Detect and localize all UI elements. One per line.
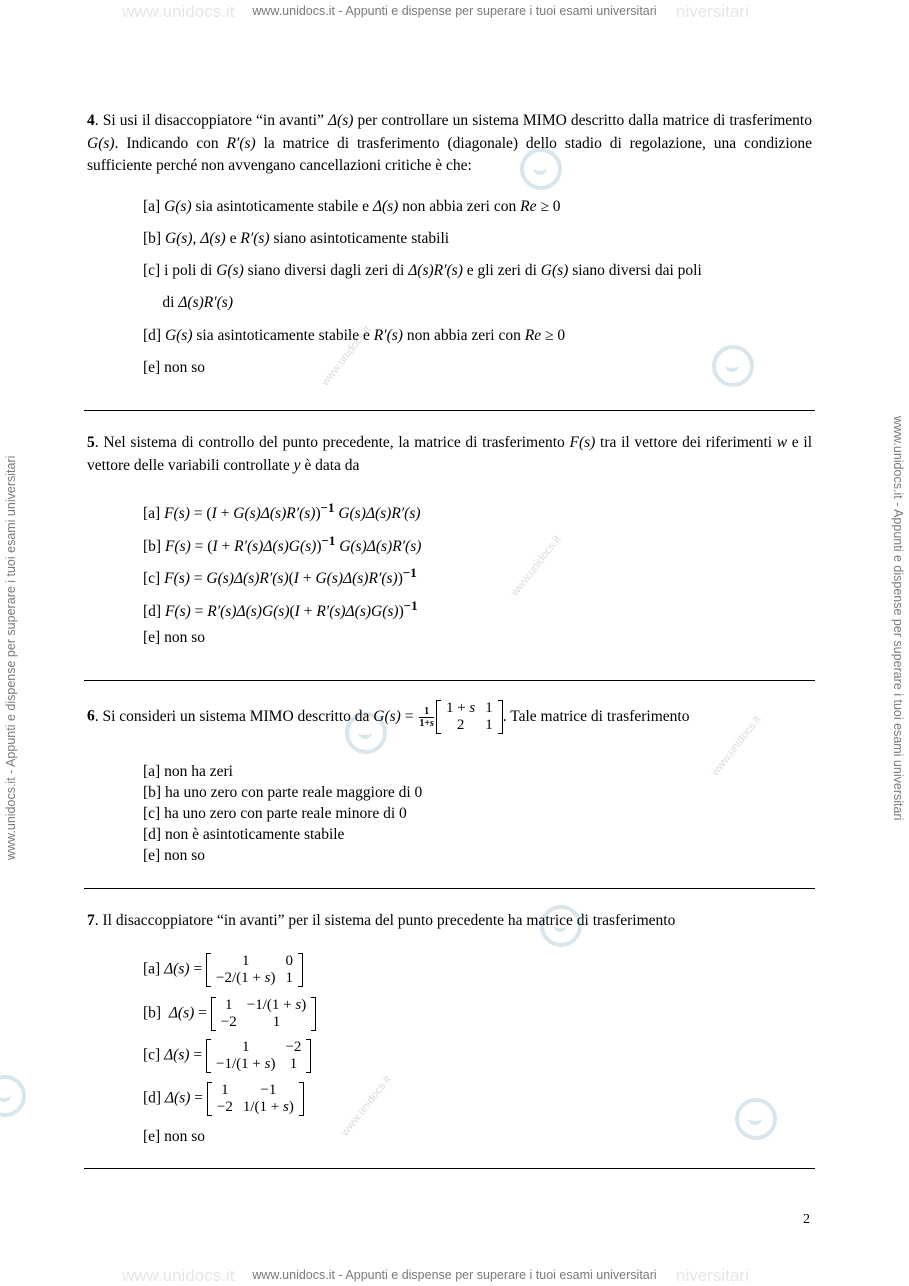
- question-5-option-e: [e] non so: [143, 629, 205, 646]
- watermark-diagonal: www.unidocs.it: [509, 533, 564, 599]
- question-7-option-a: [a] Δ(s) = 1 0 −2/(1 + s) 1: [143, 953, 303, 987]
- watermark-right: www.unidocs.it - Appunti e dispense per superare i tuoi esami universitari: [891, 416, 905, 821]
- question-5-text: [87, 432, 812, 477]
- question-6-option-d: [d] non è asintoticamente stabile: [143, 826, 345, 843]
- watermark-left: www.unidocs.it - Appunti e dispense per superare i tuoi esami universitari: [4, 455, 18, 860]
- question-5-option-a: [a] $F(s) = (I + G(s)\Delta(s)R'(s))^{-1}$ G(s)Δ(s)R′(s): [143, 500, 421, 523]
- unidocs-logo-watermark: [735, 1098, 777, 1140]
- question-6-option-c: [c] ha uno zero con parte reale minore di 0: [143, 805, 407, 822]
- watermark-diagonal: www.unidocs.it: [319, 323, 374, 389]
- question-7-text: [87, 910, 812, 933]
- question-5-body: . Nel sistema di controllo del punto precedente, la matrice di trasferimento F(s) tra il vettore dei riferimenti w e il vettore delle variabili controllate y è data da: [87, 434, 813, 474]
- watermark-diagonal: www.unidocs.it: [709, 713, 764, 779]
- separator-rule: [84, 1168, 815, 1169]
- question-7-body: . Il disaccoppiatore “in avanti” per il sistema del punto precedente ha matrice di trasferimento: [94, 912, 676, 929]
- separator-rule: [84, 680, 815, 681]
- question-4-option-d: [d] G(s) sia asintoticamente stabile e R′(s) non abbia zeri con Re ≥ 0: [143, 327, 566, 344]
- question-7-option-c: [c] Δ(s) = 1 −2 −1/(1 + s) 1: [143, 1039, 311, 1073]
- separator-rule: [84, 888, 815, 889]
- question-7-option-b: [b] Δ(s) = 1 −1/(1 + s) −2 1: [143, 997, 316, 1031]
- watermark-ghost-top-right: niversitari: [676, 2, 749, 21]
- question-7-option-d: [d] Δ(s) = 1 −1 −2 1/(1 + s): [143, 1082, 304, 1116]
- question-6-option-e: [e] non so: [143, 847, 205, 864]
- watermark-diagonal: www.unidocs.it: [339, 1073, 394, 1139]
- question-4-option-e: [e] non so: [143, 359, 205, 376]
- page-number: 2: [803, 1212, 810, 1227]
- question-4-body: . Si usi il disaccoppiatore “in avanti” Δ(s) per controllare un sistema MIMO descritto dalla matrice di trasferimento G(s). Indicando con R′(s) la matrice di trasferimento (diagonale) dello stadio di regolazione, una condizione sufficiente perché non avvengano cancellazioni critiche è che:: [87, 112, 813, 174]
- question-7-number: 7: [87, 912, 95, 929]
- question-7-option-e: [e] non so: [143, 1128, 205, 1145]
- question-4-option-c-cont: di Δ(s)R′(s): [143, 294, 233, 311]
- question-6-text: [87, 700, 812, 734]
- question-4-text: [87, 110, 812, 178]
- question-4-option-c: [c] i poli di G(s) siano diversi dagli zeri di Δ(s)R′(s) e gli zeri di G(s) siano diversi dai poli: [143, 262, 702, 279]
- unidocs-logo-watermark: [712, 345, 754, 387]
- question-5-option-c: [c] $F(s) = G(s)\Delta(s)R'(s)(I + G(s)\Delta(s)R'(s))^{-1}$: [143, 565, 417, 588]
- question-5-number: 5: [87, 434, 95, 451]
- question-6-body: . Si consideri un sistema MIMO descritto da G(s) = $\frac{1}{1+s}$ 1 + s 1 2 1 . Tale matrice di trasferimento: [94, 700, 690, 733]
- watermark-ghost-bottom-right: niversitari: [676, 1266, 749, 1285]
- question-5-option-d: [d] $F(s) = R'(s)\Delta(s)G(s)(I + R'(s)\Delta(s)G(s))^{-1}$: [143, 598, 418, 621]
- unidocs-logo-watermark: [0, 1075, 26, 1117]
- watermark-top: www.unidocs.it - Appunti e dispense per superare i tuoi esami universitari: [252, 4, 657, 18]
- question-4-option-b: [b] G(s), Δ(s) e R′(s) siano asintoticamente stabili: [143, 230, 450, 247]
- watermark-ghost-top: www.unidocs.it: [122, 2, 235, 21]
- question-4-number: 4: [87, 112, 95, 129]
- question-5-option-b: [b] $F(s) = (I + R'(s)\Delta(s)G(s))^{-1}$ G(s)Δ(s)R′(s): [143, 533, 422, 556]
- question-6-option-a: [a] non ha zeri: [143, 763, 233, 780]
- watermark-bottom: www.unidocs.it - Appunti e dispense per superare i tuoi esami universitari: [252, 1268, 657, 1282]
- watermark-ghost-bottom: www.unidocs.it: [122, 1266, 235, 1285]
- question-6-number: 6: [87, 707, 95, 725]
- question-6-option-b: [b] ha uno zero con parte reale maggiore di 0: [143, 784, 423, 801]
- question-4-option-a: [a] G(s) sia asintoticamente stabile e Δ(s) non abbia zeri con Re ≥ 0: [143, 198, 561, 215]
- separator-rule: [84, 410, 815, 411]
